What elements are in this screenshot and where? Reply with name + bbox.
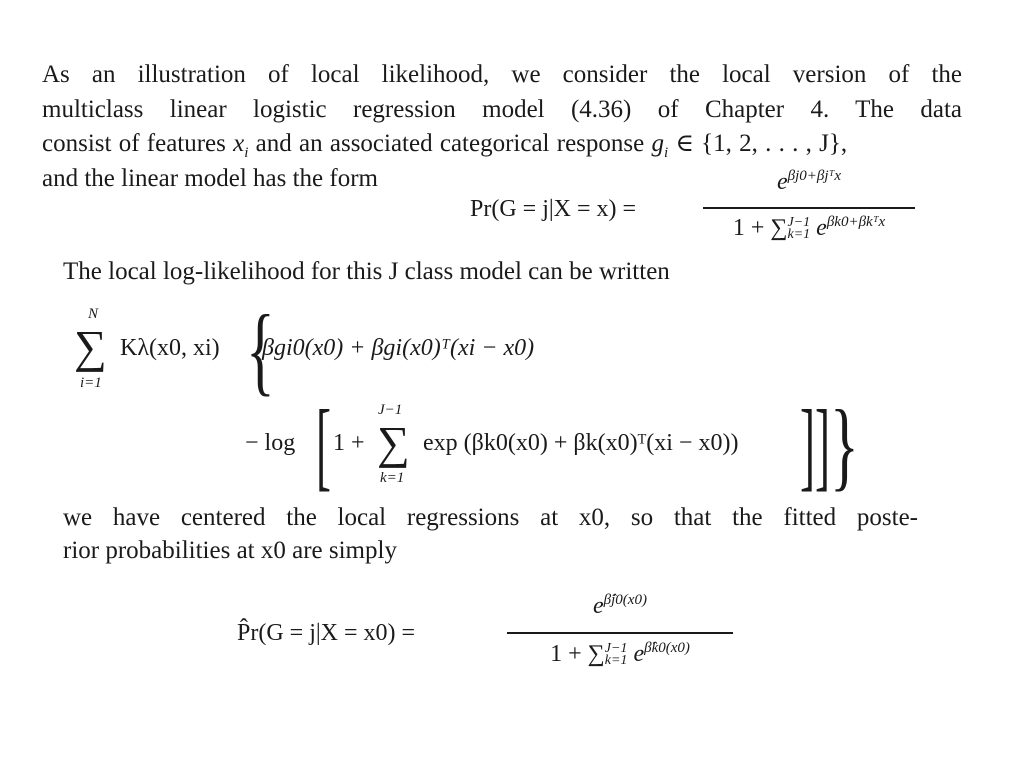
text-line <box>42 129 987 168</box>
sum-lower: i=1 <box>80 375 102 391</box>
sum-upper: J−1 <box>604 641 628 657</box>
equation-denominator <box>703 214 915 242</box>
sum-upper: J−1 <box>378 402 403 418</box>
text: and an associated categorical response <box>255 130 645 157</box>
math-e: e <box>776 169 788 195</box>
math-exponent: β̂k0(x0) <box>644 640 690 656</box>
sum-lower: k=1 <box>380 470 405 486</box>
math-e: e <box>593 593 604 619</box>
kernel: Kλ(x0, xi) <box>120 335 220 361</box>
text-line: we have centered the local regressions at x0, so that the fitted poste- <box>63 504 918 531</box>
sum-icon: ∑ <box>74 321 107 372</box>
sum-upper: J−1 <box>787 215 811 231</box>
math-sub: i <box>663 145 669 161</box>
text-line: The local log-likelihood for this J class model can be written <box>63 258 670 285</box>
equation-numerator <box>507 592 733 620</box>
equation-denominator <box>507 640 733 668</box>
math-text: 1 + ∑ <box>732 215 788 241</box>
left-bracket-icon: [ <box>316 389 331 500</box>
fraction-bar <box>507 632 733 634</box>
sum-upper: N <box>88 306 99 322</box>
one-plus: 1 + <box>333 430 365 456</box>
text-line: As an illustration of local likelihood, we consider the local version of the <box>42 61 962 88</box>
sum-icon: ∑ <box>377 417 410 468</box>
log-term: − log <box>245 430 296 456</box>
math-var: g <box>651 130 664 157</box>
sum-lower: k=1 <box>604 653 628 669</box>
text-line: and the linear model has the form <box>42 165 378 192</box>
text: consist of features <box>42 130 226 157</box>
math-e: e <box>633 641 645 667</box>
equation-numerator <box>703 168 915 196</box>
equation-lhs: Pr(G = j|X = x) = <box>470 196 637 222</box>
equation-line-1: βgi0(x0) + βgi(x0)ᵀ(xi − x0) <box>262 335 535 361</box>
math-var: x <box>233 130 245 157</box>
math-sub: i <box>244 145 249 161</box>
math-exponent: β̂j0(x0) <box>603 592 647 608</box>
right-bracket-icon: ]] <box>800 389 830 500</box>
text-line: multiclass linear logistic regression model (4.36) of Chapter 4. The data <box>42 96 962 123</box>
equation-lhs: P̂r(G = j|X = x0) = <box>237 620 416 646</box>
left-brace-icon: { <box>246 294 275 405</box>
sum-lower: k=1 <box>787 227 811 243</box>
text-line: rior probabilities at x0 are simply <box>63 537 397 564</box>
math-set: ∈ {1, 2, . . . , J}, <box>675 130 848 157</box>
math-exponent: βj0+βjᵀx <box>787 168 841 184</box>
equation-line-2: exp (βk0(x0) + βk(x0)ᵀ(xi − x0)) <box>423 430 739 456</box>
math-e: e <box>816 215 827 241</box>
math-text: 1 + ∑ <box>550 641 605 667</box>
fraction-bar <box>703 207 915 209</box>
math-exponent: βk0+βkᵀx <box>826 214 886 230</box>
right-brace-icon: } <box>830 389 859 500</box>
